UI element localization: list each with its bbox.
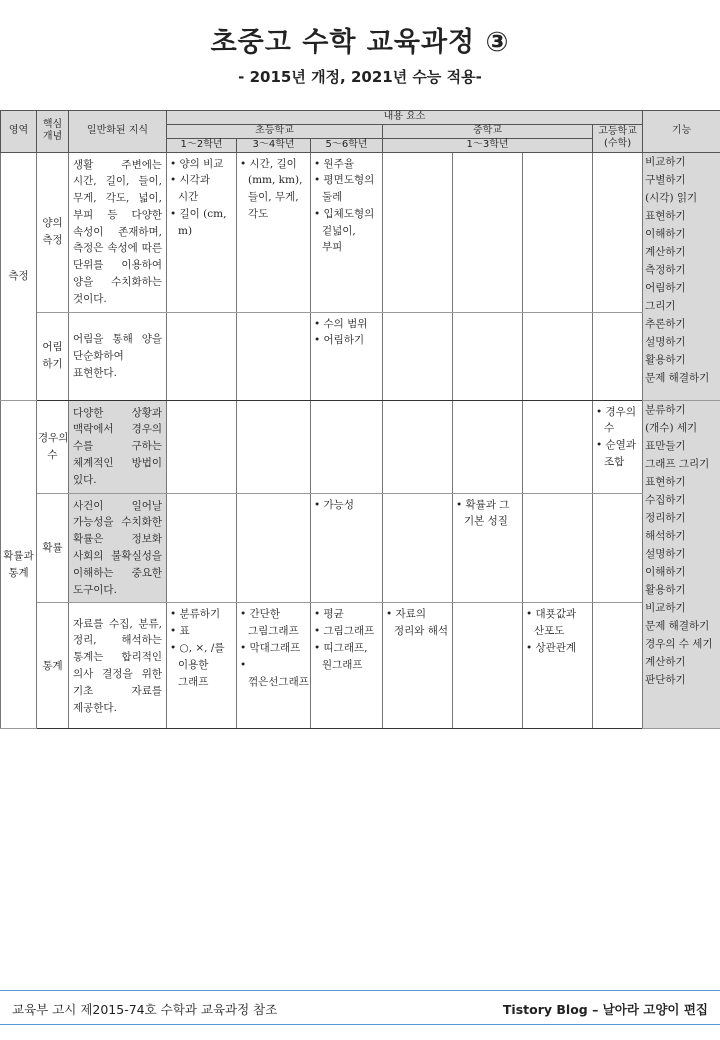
middle-cell (523, 152, 593, 312)
content-item: • 자료의 정리와 해석 (386, 606, 449, 640)
content-item: • 상관관계 (526, 640, 589, 657)
grade-5-6-cell (311, 152, 383, 312)
high-cell (593, 493, 643, 603)
concept-cell: 확률 (37, 493, 69, 603)
middle-cell (383, 152, 453, 312)
curriculum-table (0, 110, 720, 729)
content-item: • 시각과 시간 (170, 172, 233, 206)
function-item: 비교하기 (645, 155, 686, 168)
header-grade-5-6: 5～6학년 (311, 138, 383, 152)
content-item: • 가능성 (314, 497, 379, 514)
content-list (456, 497, 519, 531)
function-item: 그래프 그리기 (645, 457, 710, 470)
footer-divider (0, 1024, 720, 1025)
concept-cell: 경우의 수 (37, 400, 69, 493)
content-item: • 수의 범위 (314, 316, 379, 333)
table-row (1, 603, 720, 729)
function-item: 그리기 (645, 299, 676, 312)
middle-cell (453, 312, 523, 400)
high-cell (593, 312, 643, 400)
content-item: • 그림그래프 (314, 623, 379, 640)
grade-3-4-cell (237, 400, 311, 493)
content-item: • 길이 (cm, m) (170, 206, 233, 240)
content-list (386, 606, 449, 640)
content-item: • 평균 (314, 606, 379, 623)
middle-cell (383, 603, 453, 729)
function-item: 표현하기 (645, 209, 686, 222)
function-item: 설명하기 (645, 335, 686, 348)
header-high: 고등학교 (수학) (593, 124, 643, 152)
middle-cell (383, 312, 453, 400)
middle-cell (523, 603, 593, 729)
concept-cell: 양의 측정 (37, 152, 69, 312)
grade-1-2-cell (167, 152, 237, 312)
content-list (314, 316, 379, 350)
content-list (314, 497, 379, 514)
function-item: 정리하기 (645, 511, 686, 524)
area-cell: 측정 (1, 152, 37, 400)
footer-credit: Tistory Blog – 날아라 고양이 편집 (502, 1002, 708, 1017)
middle-cell (453, 152, 523, 312)
header-function: 기능 (643, 111, 720, 153)
footer-divider (0, 990, 720, 991)
high-cell (593, 603, 643, 729)
middle-cell (453, 603, 523, 729)
grade-3-4-cell (237, 603, 311, 729)
function-item: 어림하기 (645, 281, 686, 294)
grade-5-6-cell (311, 400, 383, 493)
grade-1-2-cell (167, 400, 237, 493)
function-item: 비교하기 (645, 601, 686, 614)
header-area: 영역 (1, 111, 37, 153)
content-list (170, 606, 233, 690)
function-cell (643, 400, 720, 729)
grade-1-2-cell (167, 493, 237, 603)
grade-1-2-cell (167, 603, 237, 729)
footer-source: 교육부 고시 제2015-74호 수학과 교육과정 참조 (12, 1002, 278, 1017)
content-list (596, 404, 639, 471)
content-item: • 양의 비교 (170, 156, 233, 173)
content-item: • 꺾은선그래프 (240, 657, 307, 691)
middle-cell (453, 400, 523, 493)
page-subtitle: - 2015년 개정, 2021년 수능 적용- (238, 68, 482, 86)
function-item: 구별하기 (645, 173, 686, 186)
function-item: 추론하기 (645, 317, 686, 330)
content-list (240, 156, 307, 223)
middle-cell (523, 493, 593, 603)
function-item: 이해하기 (645, 565, 686, 578)
function-item: 해석하기 (645, 529, 686, 542)
content-item: • 경우의 수 (596, 404, 639, 438)
header-middle-grade-1-3: 1～3학년 (383, 138, 593, 152)
content-item: • 어림하기 (314, 332, 379, 349)
grade-5-6-cell (311, 312, 383, 400)
content-item: • 대푯값과 산포도 (526, 606, 589, 640)
header-content-elements: 내용 요소 (167, 111, 643, 125)
function-item: 수집하기 (645, 493, 686, 506)
content-list (314, 156, 379, 257)
content-item: • 간단한 그림그래프 (240, 606, 307, 640)
middle-cell (523, 312, 593, 400)
content-item: • 시간, 길이 (mm, km), 들이, 무게, 각도 (240, 156, 307, 223)
knowledge-cell: 다양한 상황과 맥락에서 경우의 수를 구하는 체계적인 방법이 있다. (69, 400, 167, 493)
content-item: • 띠그래프, 원그래프 (314, 640, 379, 674)
middle-cell (523, 400, 593, 493)
header-middle: 중학교 (383, 124, 593, 138)
content-item: • ○, ×, /를 이용한 그래프 (170, 640, 233, 690)
page-title: 초중고 수학 교육과정 ③ (210, 27, 510, 58)
table-row (1, 312, 720, 400)
function-list (645, 153, 718, 387)
grade-1-2-cell (167, 312, 237, 400)
table-row (1, 152, 720, 312)
content-list (314, 606, 379, 673)
content-item: • 입체도형의 겉넓이, 부피 (314, 206, 379, 256)
middle-cell (383, 400, 453, 493)
function-item: 활용하기 (645, 583, 686, 596)
header-elementary: 초등학교 (167, 124, 383, 138)
function-item: (시각) 읽기 (645, 191, 698, 204)
content-item: • 원주율 (314, 156, 379, 173)
middle-cell (383, 493, 453, 603)
content-item: • 평면도형의 둘레 (314, 172, 379, 206)
grade-5-6-cell (311, 603, 383, 729)
function-item: 표만들기 (645, 439, 686, 452)
content-item: • 분류하기 (170, 606, 233, 623)
header-core-concept: 핵심 개념 (37, 111, 69, 153)
function-cell (643, 152, 720, 400)
header-grade-3-4: 3～4학년 (237, 138, 311, 152)
knowledge-cell: 생활 주변에는 시간, 길이, 들이, 무게, 각도, 넓이, 부피 등 다양한 속성이 존재하며, 측정은 속성에 따른 단위를 이용하여 양을 수치화하는 것이다. (69, 152, 167, 312)
content-list (526, 606, 589, 656)
grade-3-4-cell (237, 493, 311, 603)
high-cell (593, 152, 643, 312)
content-item: • 확률과 그 기본 성질 (456, 497, 519, 531)
header-generalized-knowledge: 일반화된 지식 (69, 111, 167, 153)
function-item: 계산하기 (645, 245, 686, 258)
content-item: • 표 (170, 623, 233, 640)
function-item: 분류하기 (645, 403, 686, 416)
function-item: 문제 해결하기 (645, 619, 710, 632)
high-cell (593, 400, 643, 493)
content-item: • 순열과 조합 (596, 437, 639, 471)
function-item: 표현하기 (645, 475, 686, 488)
knowledge-cell: 어림을 통해 양을 단순화하여 표현한다. (69, 312, 167, 400)
knowledge-cell: 사건이 일어날 가능성을 수치화한 확률은 정보화 사회의 불확실성을 이해하는 중요한 도구이다. (69, 493, 167, 603)
function-item: 설명하기 (645, 547, 686, 560)
function-item: 측정하기 (645, 263, 686, 276)
concept-cell: 통계 (37, 603, 69, 729)
table-row (1, 400, 720, 493)
middle-cell (453, 493, 523, 603)
content-list (170, 156, 233, 240)
grade-3-4-cell (237, 152, 311, 312)
table-row (1, 493, 720, 603)
function-item: (개수) 세기 (645, 421, 698, 434)
area-cell: 확률과 통계 (1, 400, 37, 729)
content-item: • 막대그래프 (240, 640, 307, 657)
knowledge-cell: 자료를 수집, 분류, 정리, 해석하는 통계는 합리적인 의사 결정을 위한 기초 자료를 제공한다. (69, 603, 167, 729)
content-list (240, 606, 307, 690)
grade-5-6-cell (311, 493, 383, 603)
function-item: 계산하기 (645, 655, 686, 668)
function-item: 활용하기 (645, 353, 686, 366)
grade-3-4-cell (237, 312, 311, 400)
function-item: 경우의 수 세기 (645, 637, 713, 650)
header-grade-1-2: 1～2학년 (167, 138, 237, 152)
concept-cell: 어림 하기 (37, 312, 69, 400)
function-item: 이해하기 (645, 227, 686, 240)
function-item: 문제 해결하기 (645, 371, 710, 384)
function-list (645, 401, 718, 689)
function-item: 판단하기 (645, 673, 686, 686)
